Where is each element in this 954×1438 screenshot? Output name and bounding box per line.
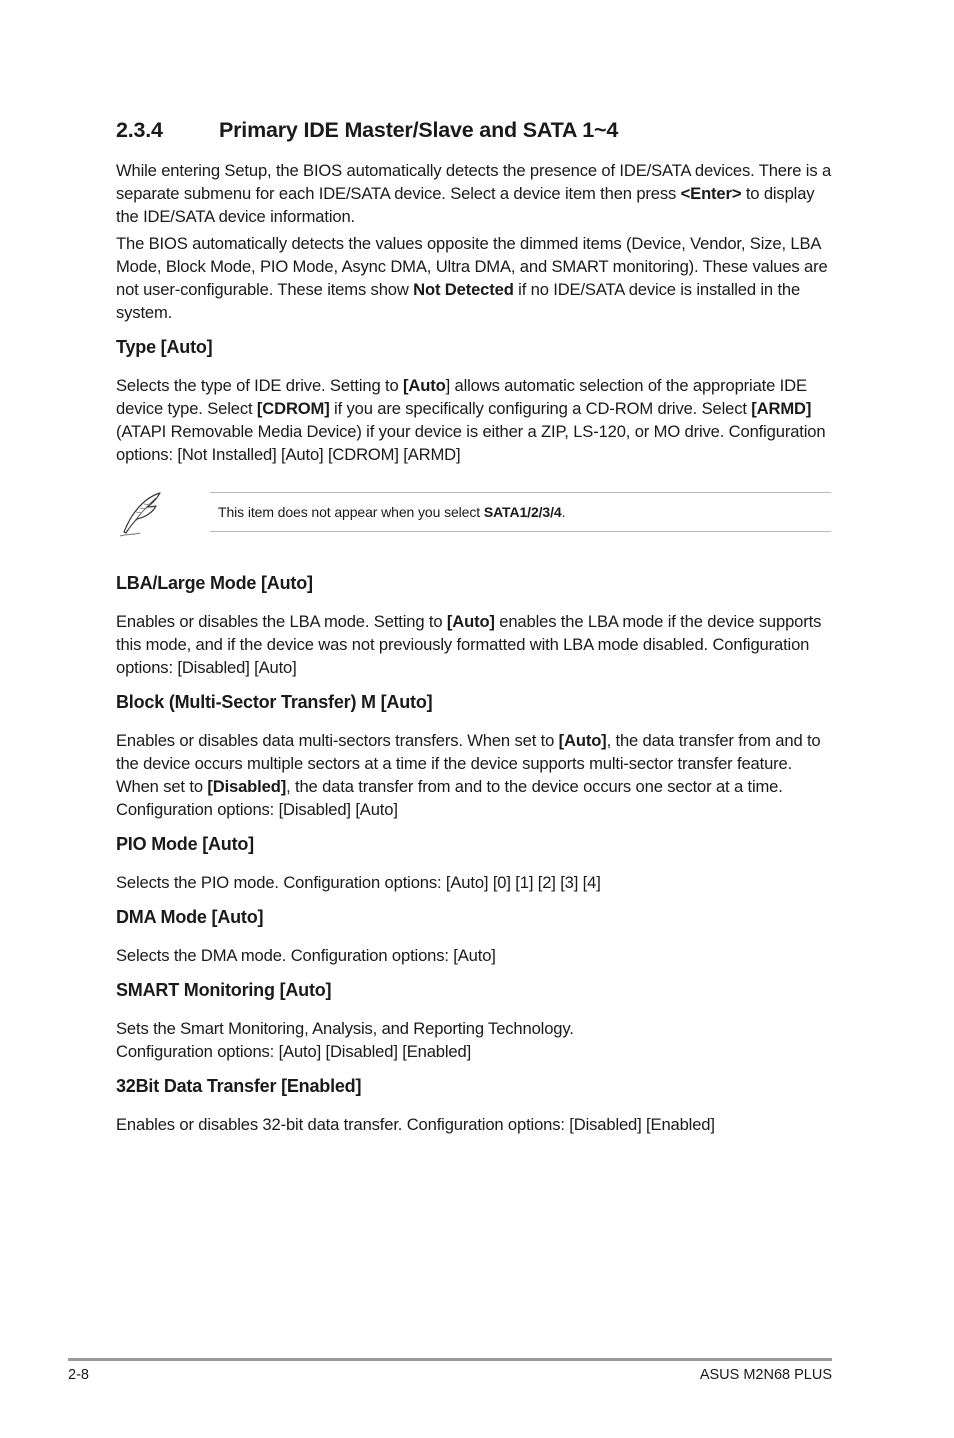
bit32-heading: 32Bit Data Transfer [Enabled] (116, 1076, 362, 1096)
type-heading: Type [Auto] (116, 337, 213, 357)
type-item (116, 336, 836, 466)
section-heading: Primary IDE Master/Slave and SATA 1~4 (219, 118, 619, 142)
dma-heading: DMA Mode [Auto] (116, 907, 264, 927)
pio-description: Selects the PIO mode. Configuration options: [Auto] [0] [1] [2] [3] [4] (116, 873, 601, 892)
smart-heading: SMART Monitoring [Auto] (116, 980, 332, 1000)
product-name: ASUS M2N68 PLUS (699, 1367, 832, 1383)
block-item (116, 691, 836, 821)
intro-paragraph-1: While entering Setup, the BIOS automatically detects the presence of IDE/SATA devices. There is a separate submenu for each IDE/SATA device. Select a device item then press <Enter> to display the IDE/SATA device information. (116, 161, 832, 226)
lba-item (116, 572, 836, 679)
intro-paragraph-2: The BIOS automatically detects the values opposite the dimmed items (Device, Vendor, Size, LBA Mode, Block Mode, PIO Mode, Async DMA, Ultra DMA, and SMART monitoring). These values are not user-configurable. These items show Not Detected if no IDE/SATA device is installed in the system. (116, 234, 828, 322)
pio-heading: PIO Mode [Auto] (116, 834, 254, 854)
block-heading: Block (Multi-Sector Transfer) M [Auto] (116, 692, 433, 712)
section-number: 2.3.4 (116, 118, 163, 142)
bit32-description: Enables or disables 32-bit data transfer. Configuration options: [Disabled] [Enabled] (116, 1115, 715, 1134)
lba-heading: LBA/Large Mode [Auto] (116, 573, 313, 593)
intro-text (116, 159, 836, 324)
dma-item (116, 906, 836, 967)
smart-description: Sets the Smart Monitoring, Analysis, and Reporting Technology. Configuration options: [Auto] [Disabled] [Enabled] (116, 1019, 574, 1061)
page-number: 2-8 (68, 1367, 89, 1383)
note-frame (210, 492, 831, 532)
smart-item (116, 979, 836, 1063)
quill-pen-icon (116, 490, 166, 538)
type-description: Selects the type of IDE drive. Setting to [Auto] allows automatic selection of the appropriate IDE device type. Select [CDROM] if you are specifically configuring a CD-ROM drive. Select [ARMD] (ATAPI Removable Media Device) if your device is either a ZIP, LS-120, or MO drive. Configuration options: [Not Installed] [Auto] [CDROM] [ARMD] (116, 376, 826, 464)
block-description: Enables or disables data multi-sectors transfers. When set to [Auto], the data transfer from and to the device occurs multiple sectors at a time if the device supports multi-sector transfer feature. When set to [Disabled], the data transfer from and to the device occurs one sector at a time. Configuration options: [Disabled] [Auto] (116, 731, 821, 819)
not-detected-label: Not Detected (413, 280, 514, 299)
bit32-item (116, 1075, 836, 1136)
pio-item (116, 833, 836, 894)
section-title (116, 118, 618, 143)
footer-rule (68, 1358, 832, 1361)
note-box (116, 488, 832, 538)
lba-description: Enables or disables the LBA mode. Setting to [Auto] enables the LBA mode if the device supports this mode, and if the device was not previously formatted with LBA mode disabled. Configuration options: [Disabled] [Auto] (116, 612, 822, 677)
dma-description: Selects the DMA mode. Configuration options: [Auto] (116, 946, 496, 965)
enter-key-label: <Enter> (680, 184, 742, 203)
note-text: This item does not appear when you select SATA1/2/3/4. (218, 504, 566, 520)
